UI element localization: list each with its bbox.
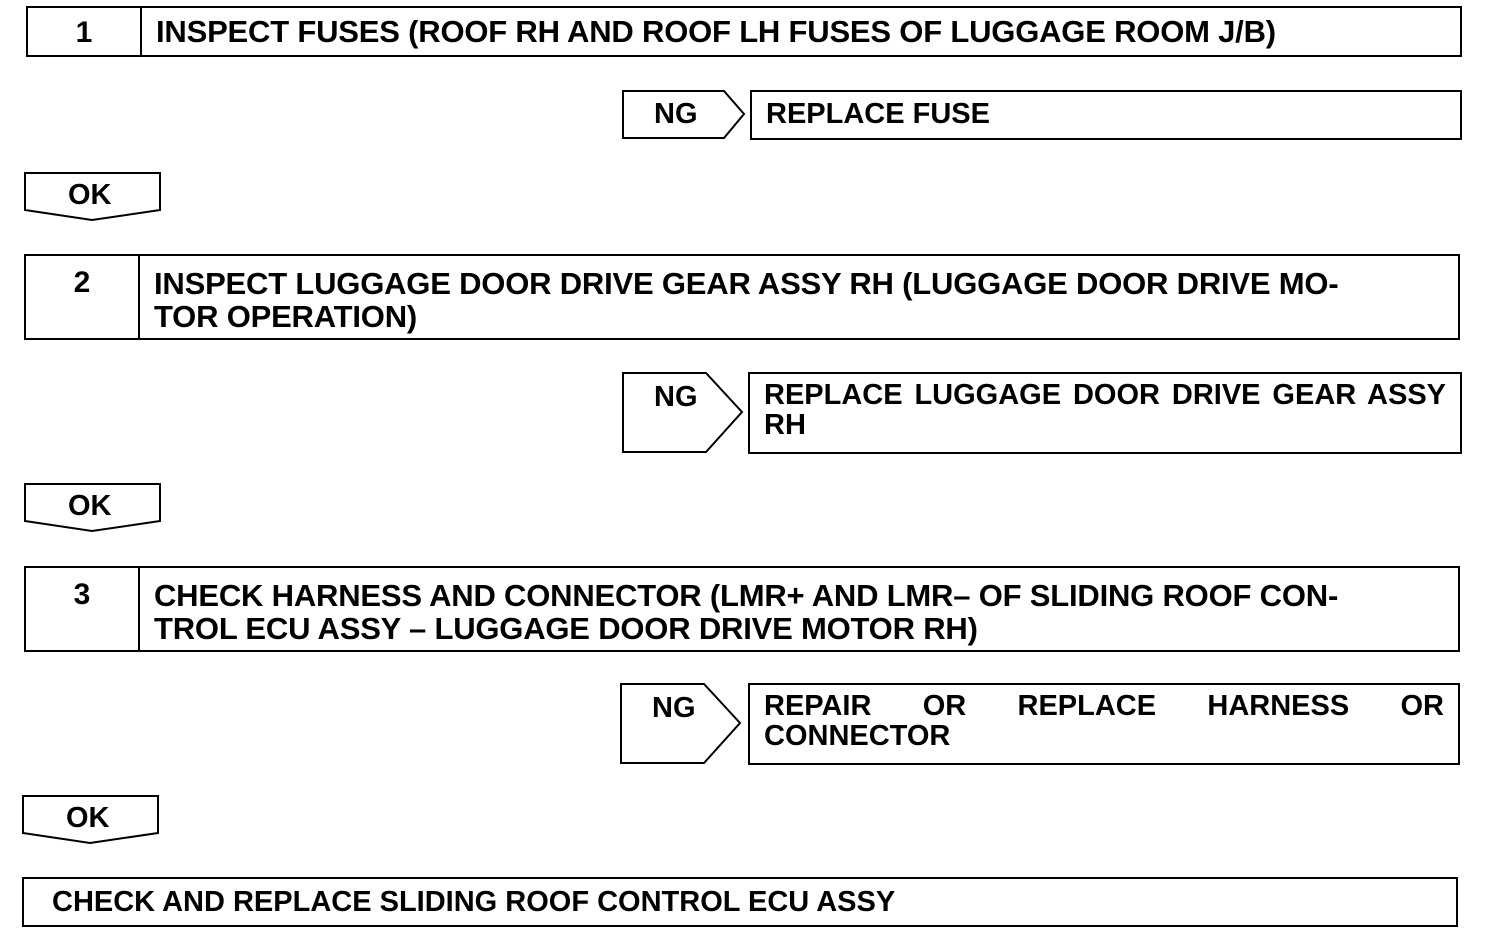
final-action-text: CHECK AND REPLACE SLIDING ROOF CONTROL ECU ASSY xyxy=(52,886,896,918)
step-1-number: 1 xyxy=(28,8,142,55)
ng-result-1 xyxy=(750,90,1462,140)
final-action-box xyxy=(22,877,1458,927)
step-2-number: 2 xyxy=(26,256,140,338)
ng-tag-1 xyxy=(622,90,746,140)
step-3-box xyxy=(24,566,1460,652)
ok-label-2: OK xyxy=(68,490,112,522)
ok-tag-2 xyxy=(24,483,162,533)
step-2-title-line-2: TOR OPERATION) xyxy=(154,299,418,334)
step-3-title-line-1: CHECK HARNESS AND CONNECTOR (LMR+ AND LMR– OF SLIDING ROOF CON- xyxy=(154,578,1339,613)
ng-label-3: NG xyxy=(652,692,696,724)
step-3-number: 3 xyxy=(26,568,140,650)
ng-result-3 xyxy=(748,683,1460,765)
step-2-title-line-1: INSPECT LUGGAGE DOOR DRIVE GEAR ASSY RH (LUGGAGE DOOR DRIVE MO- xyxy=(154,266,1339,301)
ng-result-2 xyxy=(748,372,1462,454)
ok-label-1: OK xyxy=(68,179,112,211)
ok-tag-1 xyxy=(24,172,162,222)
ng-tag-3 xyxy=(620,683,744,765)
ng-label-1: NG xyxy=(654,98,698,130)
ng-result-2-text: REPLACE LUGGAGE DOOR DRIVE GEAR ASSY RH xyxy=(764,379,1446,441)
ok-tag-3 xyxy=(22,795,160,845)
step-1-box xyxy=(26,6,1462,57)
step-2-box xyxy=(24,254,1460,340)
step-3-title-line-2: TROL ECU ASSY – LUGGAGE DOOR DRIVE MOTOR RH) xyxy=(154,611,978,646)
ng-label-2: NG xyxy=(654,381,698,413)
step-1-title: INSPECT FUSES (ROOF RH AND ROOF LH FUSES OF LUGGAGE ROOM J/B) xyxy=(156,14,1276,49)
step-2-title xyxy=(140,256,1352,338)
step-3-title xyxy=(140,568,1352,650)
ng-result-1-text: REPLACE FUSE xyxy=(766,98,990,130)
ng-result-3-text: REPAIR OR REPLACE HARNESS OR CONNECTOR xyxy=(764,690,1444,752)
ok-label-3: OK xyxy=(66,802,110,834)
ng-tag-2 xyxy=(622,372,746,454)
